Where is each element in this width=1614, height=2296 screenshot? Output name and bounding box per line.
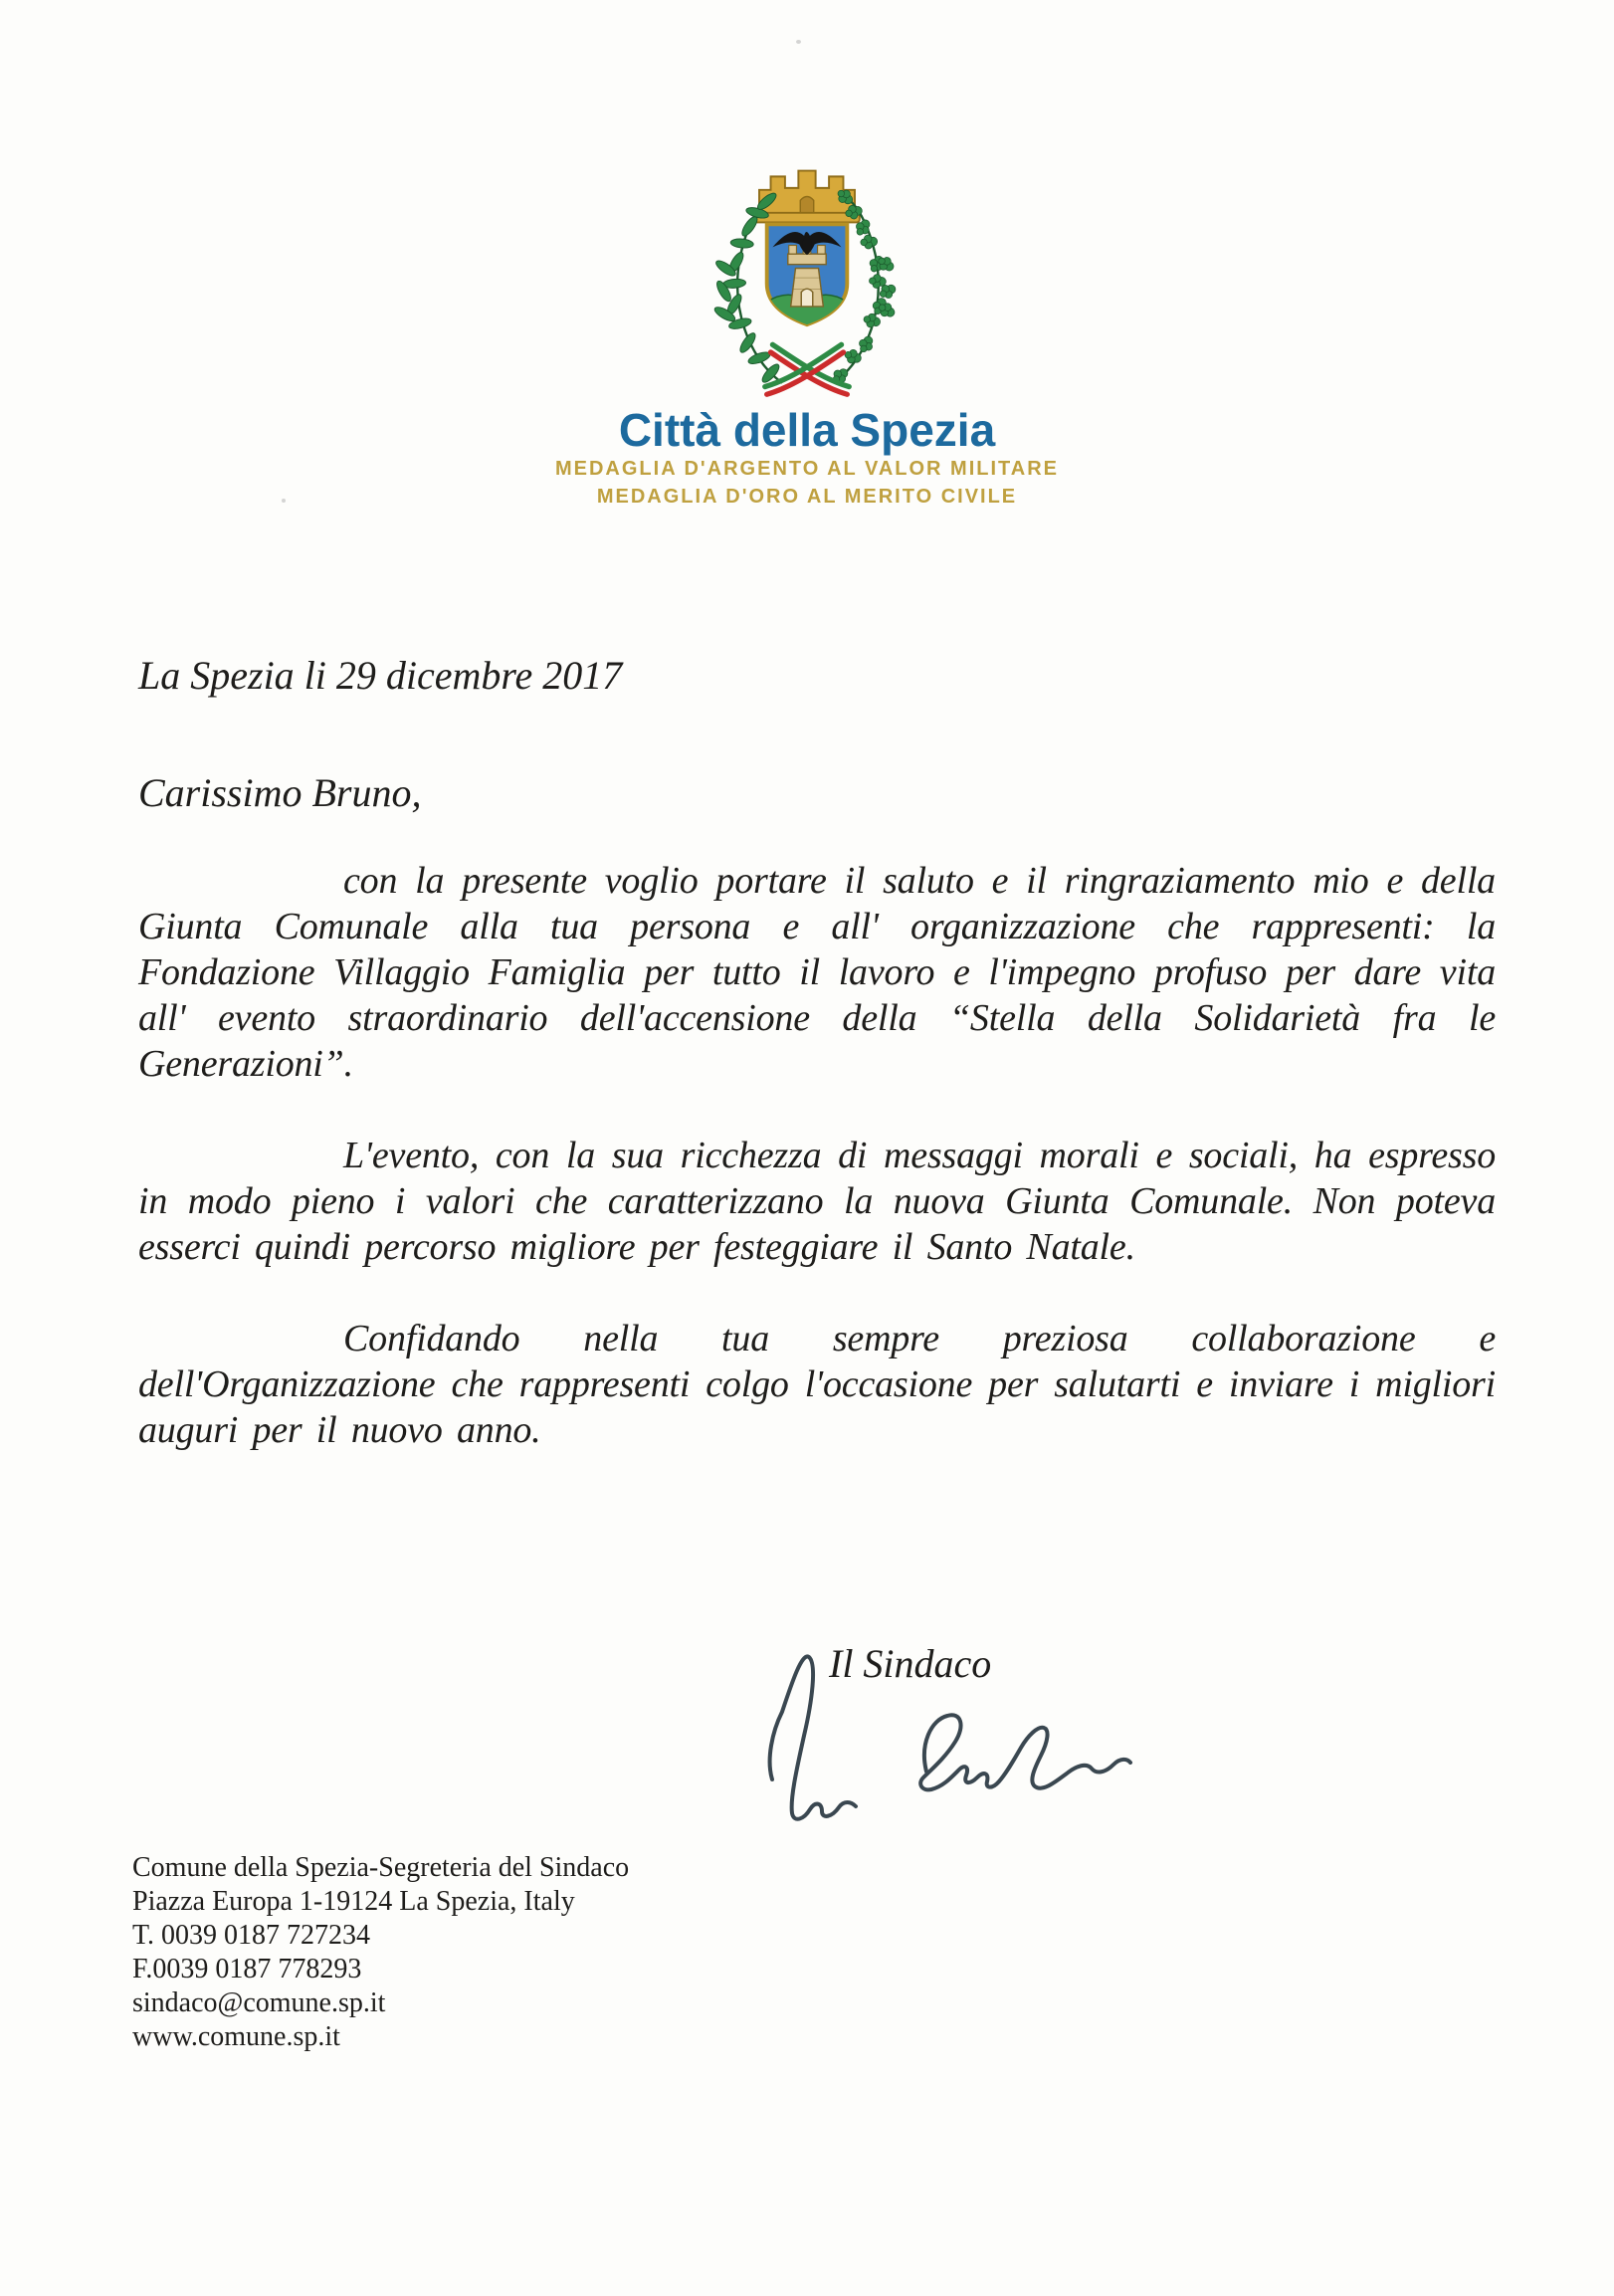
contact-block xyxy=(132,1851,629,2054)
shield-icon xyxy=(763,214,851,328)
letter-body xyxy=(138,858,1496,1499)
contact-phone: T. 0039 0187 727234 xyxy=(132,1920,371,1951)
contact-website: www.comune.sp.it xyxy=(132,2021,340,2052)
letterhead-honor-line-2: MEDAGLIA D'ORO AL MERITO CIVILE xyxy=(596,486,1018,508)
paragraph-3: Confidando nella tua sempre preziosa collaborazione e dell'Organizzazione che rappresenti colgo l'occasione per salutarti e inviare i migliori auguri per il nuovo anno. xyxy=(138,1318,1496,1451)
contact-office: Comune della Spezia-Segreteria del Sindaco xyxy=(132,1852,630,1883)
salutation: Carissimo Bruno, xyxy=(138,770,422,815)
letterhead-honor-line-1: MEDAGLIA D'ARGENTO AL VALOR MILITARE xyxy=(554,458,1059,480)
paragraph-1: con la presente voglio portare il saluto e il ringraziamento mio e della Giunta Comunale alla tua persona e all' organizzazione che rappresenti: la Fondazione Villaggio Famiglia per tutto il lavoro e l'impegno profuso per dare vita all' evento straordinario dell'accensione della “Stella della Solidarietà fra le Generazioni”. xyxy=(138,860,1496,1085)
signoff-title: Il Sindaco xyxy=(829,1641,992,1686)
date-line: La Spezia li 29 dicembre 2017 xyxy=(138,653,623,698)
letterhead-title: Città della Spezia xyxy=(618,404,996,456)
letterhead xyxy=(0,0,1614,511)
contact-email: sindaco@comune.sp.it xyxy=(132,1987,386,2018)
contact-fax: F.0039 0187 778293 xyxy=(132,1954,362,1984)
contact-address: Piazza Europa 1-19124 La Spezia, Italy xyxy=(132,1886,575,1917)
paragraph-2: L'evento, con la sua ricchezza di messaggi morali e sociali, ha espresso in modo pieno i valori che caratterizzano la nuova Giunta Comunale. Non poteva esserci quindi percorso migliore per festeggiare il Santo Natale. xyxy=(138,1135,1496,1268)
coat-of-arms-icon xyxy=(711,156,903,405)
